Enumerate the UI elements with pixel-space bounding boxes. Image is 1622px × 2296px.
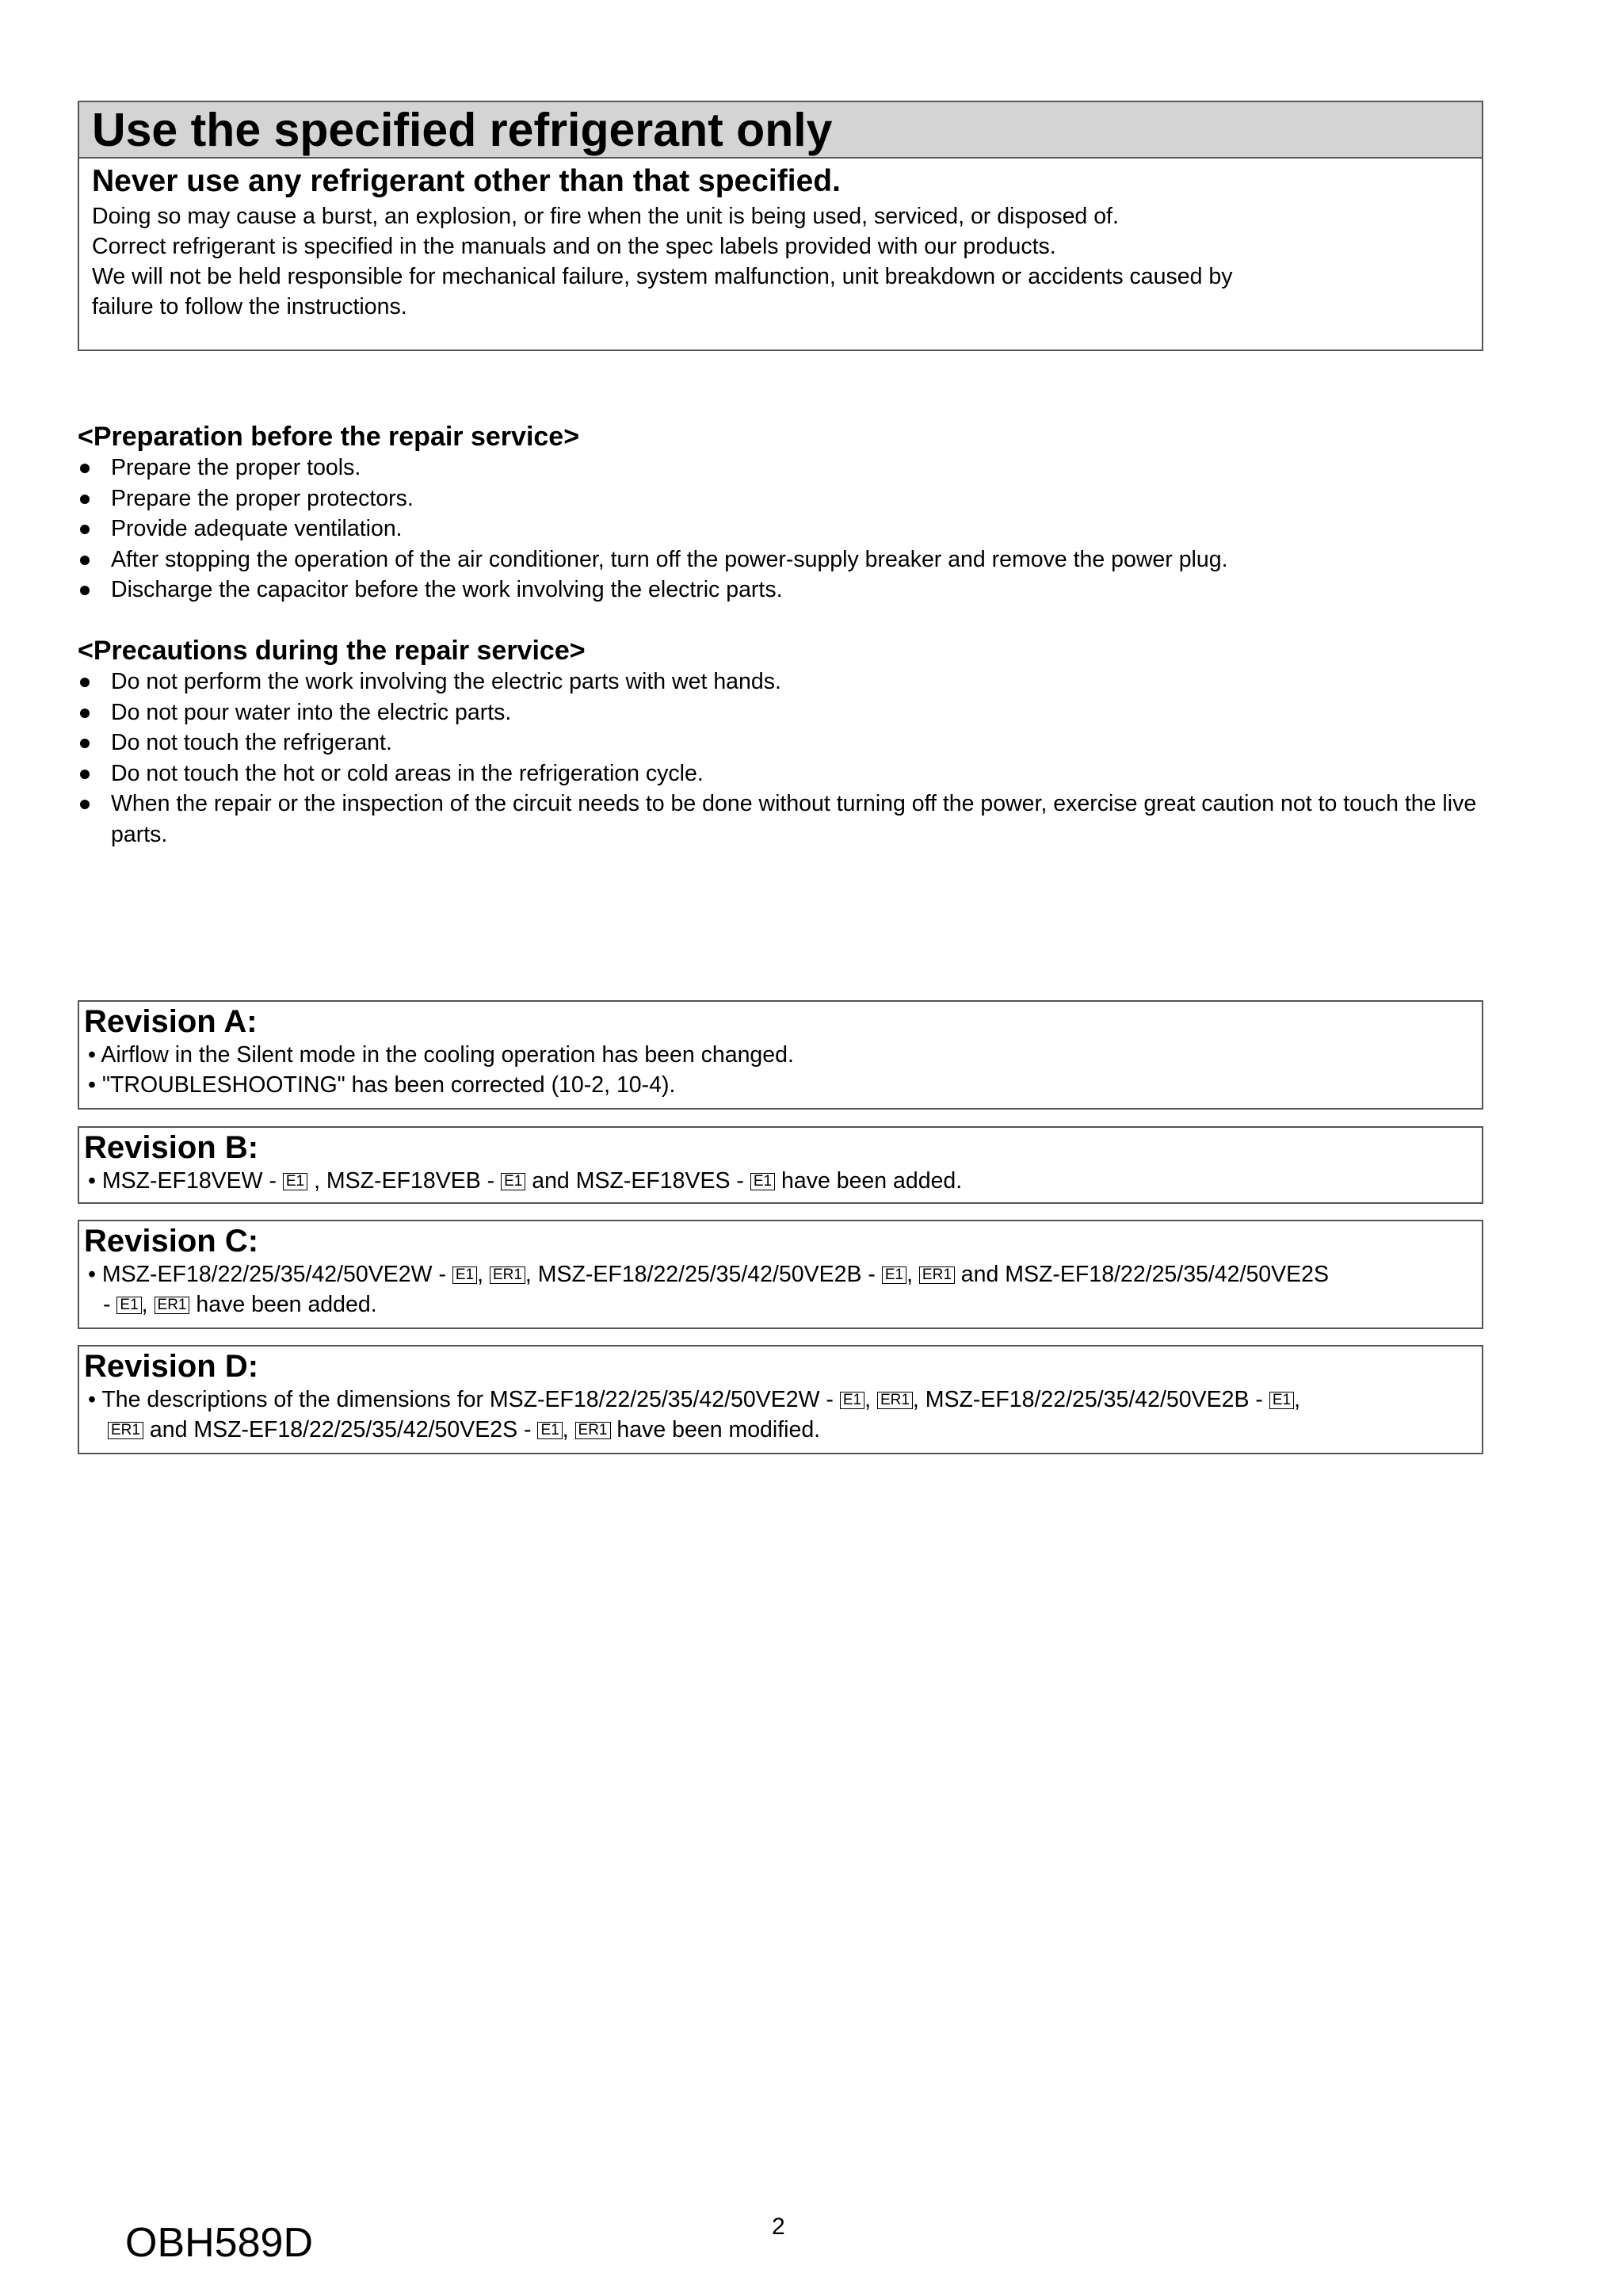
model-tag: ER1 — [919, 1266, 955, 1284]
revision-c-line: - E1 , ER1 have been added. — [103, 1292, 377, 1317]
model-tag: E1 — [537, 1422, 562, 1439]
list-item: After stopping the operation of the air conditioner, turn off the power-supply breaker and remove the power plug. — [78, 544, 1504, 575]
bullet-icon — [80, 464, 90, 473]
model-tag: ER1 — [155, 1297, 190, 1314]
precautions-list — [78, 667, 1496, 850]
revision-b-title: Revision B: — [84, 1130, 259, 1165]
refrigerant-warning-box — [78, 101, 1483, 351]
bullet-icon — [80, 586, 90, 595]
revision-a-title: Revision A: — [84, 1004, 258, 1039]
list-item: Prepare the proper protectors. — [78, 483, 1504, 514]
list-item: Do not perform the work involving the electric parts with wet hands. — [78, 667, 1496, 697]
document-code: OBH589D — [125, 2220, 313, 2266]
list-item: Provide adequate ventilation. — [78, 514, 1504, 544]
bullet-icon — [80, 495, 90, 504]
model-tag: E1 — [840, 1392, 864, 1409]
model-tag: E1 — [116, 1297, 141, 1314]
bullet-icon — [80, 525, 90, 534]
model-tag: E1 — [1269, 1392, 1294, 1409]
model-tag: ER1 — [108, 1422, 143, 1439]
revision-b-line: • MSZ-EF18VEW - E1 , MSZ-EF18VEB - E1 and MSZ-EF18VES - E1 have been added. — [88, 1168, 963, 1194]
bullet-icon — [80, 770, 90, 779]
preparation-list — [78, 453, 1504, 606]
model-tag: E1 — [452, 1266, 477, 1284]
list-item: Do not touch the hot or cold areas in the refrigeration cycle. — [78, 758, 1496, 789]
preparation-section — [78, 421, 1504, 606]
revision-c-line: • MSZ-EF18/22/25/35/42/50VE2W - E1 , ER1 , MSZ-EF18/22/25/35/42/50VE2B - E1 , ER1 and MSZ-EF18/22/25/35/42/50VE2S — [88, 1262, 1330, 1287]
revision-d-title: Revision D: — [84, 1349, 259, 1384]
revision-a-line: • Airflow in the Silent mode in the cooling operation has been changed. — [88, 1042, 794, 1068]
bullet-icon — [80, 556, 90, 565]
bullet-icon — [80, 678, 90, 687]
list-item: Do not pour water into the electric parts. — [78, 697, 1496, 728]
model-tag: ER1 — [877, 1392, 913, 1409]
model-tag: E1 — [283, 1173, 307, 1190]
preparation-heading: <Preparation before the repair service> — [78, 422, 580, 452]
revision-a-line: • "TROUBLESHOOTING" has been corrected (10-2, 10-4). — [88, 1072, 676, 1098]
bullet-icon — [80, 739, 90, 748]
bullet-icon — [80, 709, 90, 718]
list-item: Do not touch the refrigerant. — [78, 728, 1496, 758]
revision-a-box — [78, 1000, 1483, 1110]
warning-subtitle: Never use any refrigerant other than that specified. — [92, 164, 841, 198]
bullet-icon — [80, 800, 90, 809]
revision-d-box — [78, 1345, 1483, 1454]
model-tag: E1 — [882, 1266, 906, 1284]
revision-d-line: ER1 and MSZ-EF18/22/25/35/42/50VE2S - E1 , ER1 have been modified. — [84, 1415, 1482, 1445]
warning-line: Doing so may cause a burst, an explosion, or fire when the unit is being used, serviced, or disposed of. — [92, 204, 1119, 229]
model-tag: ER1 — [575, 1422, 611, 1439]
warning-title: Use the specified refrigerant only — [79, 102, 1482, 159]
revision-b-box — [78, 1126, 1483, 1204]
warning-line: Correct refrigerant is specified in the manuals and on the spec labels provided with our products. — [92, 234, 1056, 259]
list-item: Prepare the proper tools. — [78, 453, 1504, 483]
model-tag: E1 — [501, 1173, 525, 1190]
precautions-section — [78, 635, 1496, 850]
list-item: Discharge the capacitor before the work involving the electric parts. — [78, 575, 1504, 606]
page-number: 2 — [772, 2214, 785, 2240]
list-item: When the repair or the inspection of the circuit needs to be done without turning off the power, exercise great caution not to touch the live parts. — [78, 789, 1496, 850]
precautions-heading: <Precautions during the repair service> — [78, 636, 586, 666]
revision-d-line: • The descriptions of the dimensions for MSZ-EF18/22/25/35/42/50VE2W - E1 , ER1 , MSZ-EF18/22/25/35/42/50VE2B - E1 , — [88, 1387, 1300, 1412]
warning-body — [79, 201, 1482, 322]
model-tag: ER1 — [490, 1266, 525, 1284]
warning-line: failure to follow the instructions. — [92, 294, 407, 319]
model-tag: E1 — [750, 1173, 775, 1190]
revision-c-title: Revision C: — [84, 1224, 259, 1259]
revision-c-box — [78, 1220, 1483, 1329]
warning-line: We will not be held responsible for mechanical failure, system malfunction, unit breakdown or accidents caused by — [92, 264, 1233, 289]
